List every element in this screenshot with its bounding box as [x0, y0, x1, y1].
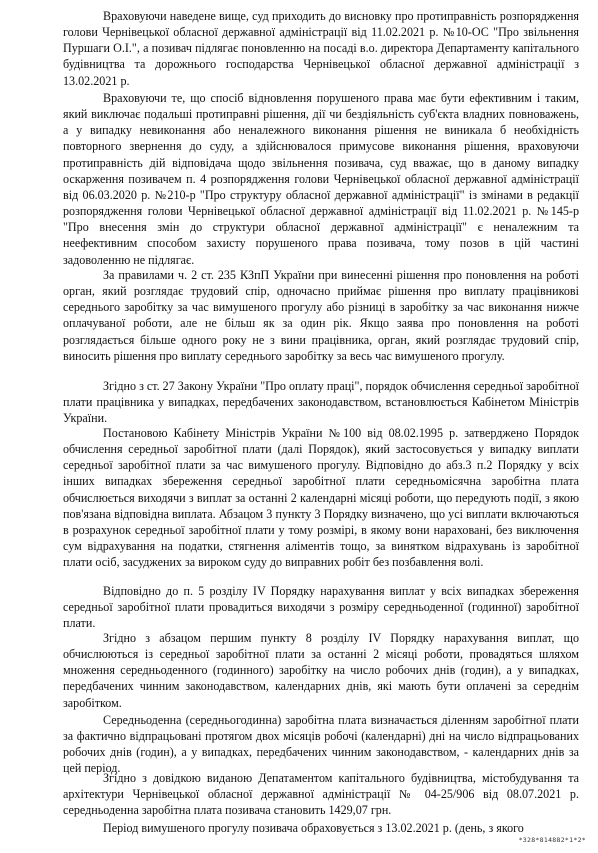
paragraph-9: Згідно з довідкою виданою Депатаментом капітального будівництва, містобудування та архітектури Чернівецької обласної державної адміністрації № 04-25/906 від 08.07.2021 р. середньоденна заробітна плата позивача становить 1429,07 грн. [63, 771, 579, 818]
paragraph-7: Згідно з абзацом першим пункту 8 розділу IV Порядку нарахування виплат, що обчислюються із середньої заробітної плати за останні 2 місяці роботи, провадяться шляхом множення середньоденного (годинного) заробітку на число робочих днів (годин), а у випадках, передбачених чинним законодавством, календарних днів, які мають бути оплачені за середнім заробітком. [63, 631, 579, 710]
paragraph-2: Враховуючи те, що спосіб відновлення порушеного права має бути ефективним і таким, який виключає подальші протиправні рішення, дії чи бездіяльність суб'єкта владних повноважень, а у випадку невиконання або неналежного виконання рішення не виникала б необхідність повторного звернення до суду, а здійснювалося примусове виконання рішення, враховуючи протиправність дій відповідача щодо звільнення позивача, суд вважає, що в даному випадку оскарження позивачем п. 4 розпорядження голови Чернівецької обласної державної адміністрації від 06.03.2020 р. №210-р "Про структуру обласної державної адміністрації" із змінами в редакції розпорядження голови Чернівецької обласної державної адміністрації від 11.02.2021 р. №145-р "Про внесення змін до структури обласної державної адміністрації" є неналежним та неефективним способом захисту порушеного права позивача, тому позов в цій частині задоволенню не підлягає. [63, 91, 579, 267]
paragraph-1: Враховуючи наведене вище, суд приходить до висновку про протиправність розпорядження голови Чернівецької обласної державної адміністрації від 11.02.2021 р. №10-ОС "Про звільнення Пуршаги О.І.", а позивач підлягає поновленню на посаді в.о. директора Департаменту капітального будівництва та дорожнього господарства Чернівецької обласної державної адміністрації з 13.02.2021 р. [63, 9, 579, 88]
paragraph-4: Згідно з ст. 27 Закону України "Про оплату праці", порядок обчислення середньої заробітної плати працівника у випадках, передбачених законодавством, встановлюється Кабінетом Міністрів України. [63, 379, 579, 426]
paragraph-3: За правилами ч. 2 ст. 235 КЗпП України при винесенні рішення про поновлення на роботі орган, який розглядає трудовий спір, одночасно приймає рішення про виплату працівникові середнього заробітку за час вимушеного прогулу або різниці в заробітку за час виконання нижче оплачуваної роботи, але не більш як за один рік. Якщо заява про поновлення на роботі розглядається більше одного року не з вини працівника, орган, який розглядає трудовий спір, виносить рішення про виплату середнього заробітку за весь час вимушеного прогулу. [63, 268, 579, 363]
paragraph-6: Відповідно до п. 5 розділу IV Порядку нарахування виплат у всіх випадках збереження середньої заробітної плати провадиться виходячи з розміру середньоденної (годинної) заробітної плати. [63, 584, 579, 631]
page-barcode-text: *328*814882*1*2* [518, 835, 586, 844]
paragraph-10: Період вимушеного прогулу позивача обраховується з 13.02.2021 р. (день, з якого [103, 821, 524, 835]
paragraph-8: Середньоденна (середньогодинна) заробітна плата визначається діленням заробітної плати за фактично відпрацьовані протягом двох місяців робочі (календарні) дні на число відпрацьованих робочих днів (годин), а у випадках, передбачених чинним законодавством, - календарних днів за цей період. [63, 713, 579, 776]
paragraph-5: Постановою Кабінету Міністрів України №100 від 08.02.1995 р. затверджено Порядок обчислення середньої заробітної плати (далі Порядок), який застосовується у випадку виплати середньої заробітної плати за час вимушеного прогулу. Відповідно до абз.3 п.2 Порядку у всіх інших випадках збереження середньої заробітної плати середньомісячна заробітна плата обчислюється виходячи з виплат за останні 2 календарні місяці роботи, що передують події, з якою пов'язана відповідна виплата. Абзацом 3 пункту 3 Порядку визначено, що усі виплати включаються в розрахунок середньої заробітної плати у тому розмірі, в якому вони нараховані, без виключення сум відрахування на податки, стягнення аліментів тощо, за винятком відрахувань із заробітної плати осіб, засуджених за вироком суду до виправних робіт без позбавлення волі. [63, 426, 579, 570]
